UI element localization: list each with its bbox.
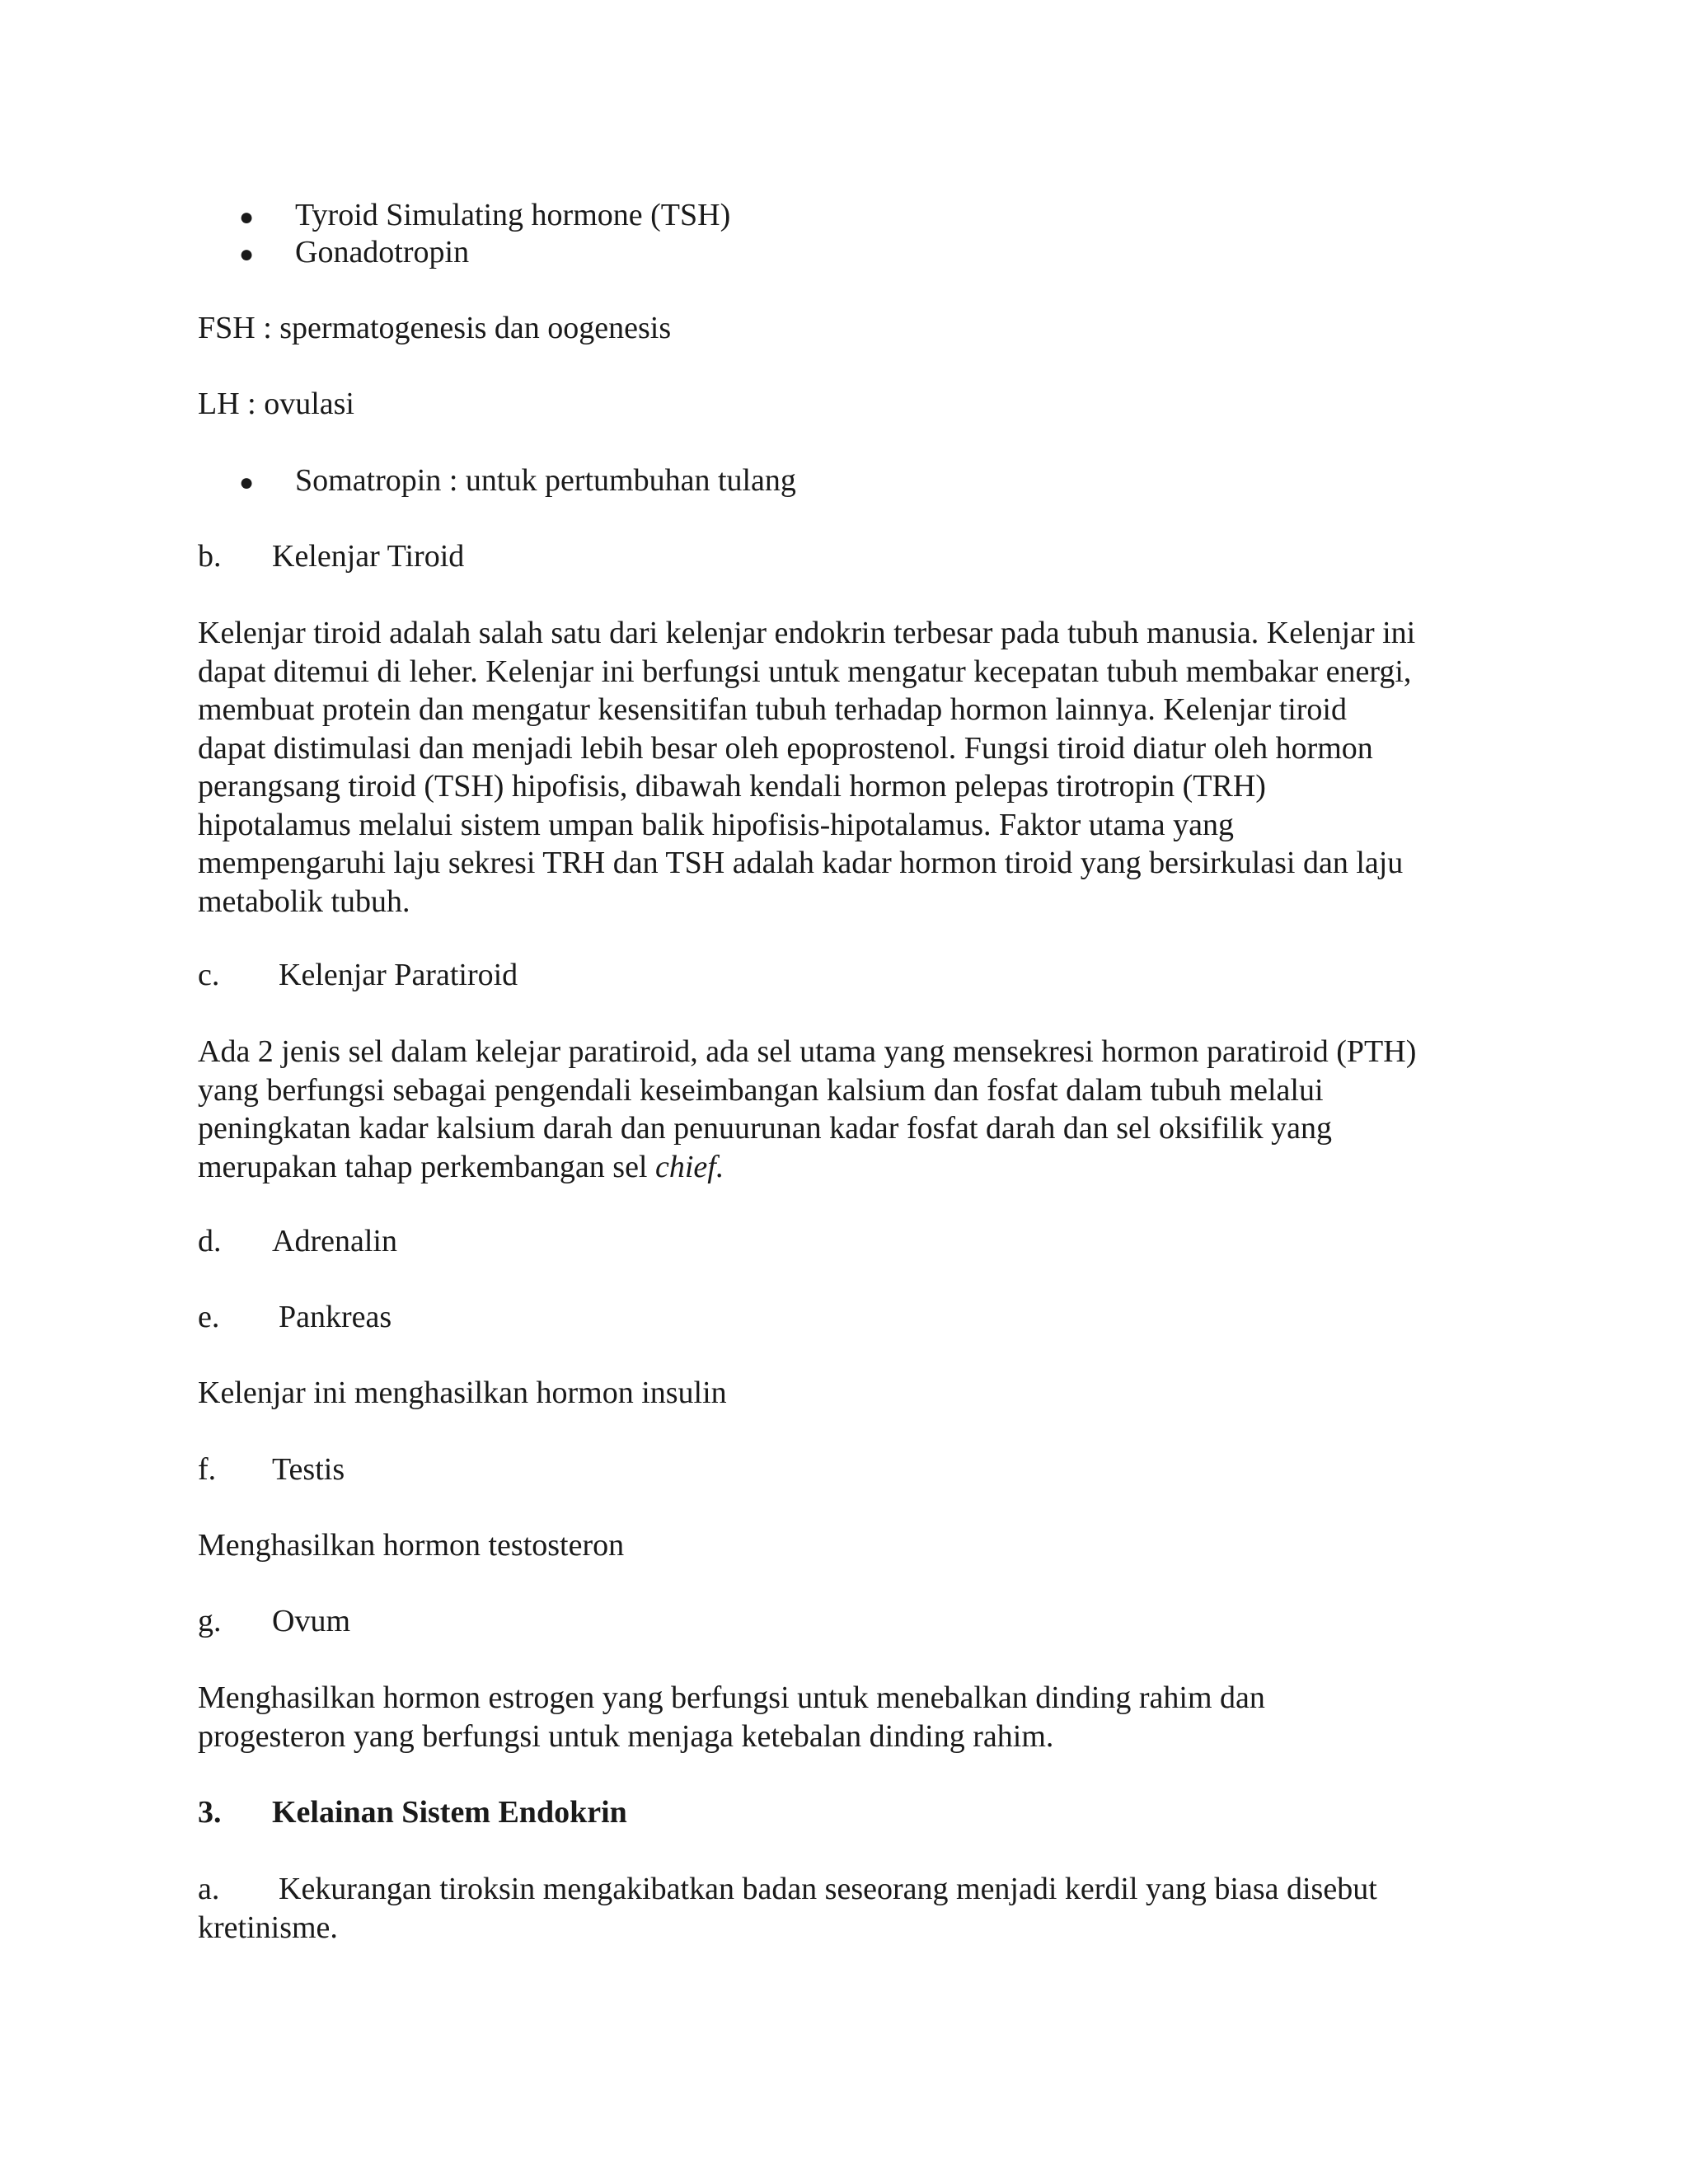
paragraph-line: mempengaruhi laju sekresi TRH dan TSH adalah kadar hormon tiroid yang bersirkulasi dan laju [198, 846, 1404, 880]
list-item [239, 233, 469, 274]
section-letter: g. [198, 1604, 222, 1638]
section-letter: c. [198, 958, 220, 992]
paragraph-line: Menghasilkan hormon estrogen yang berfungsi untuk menebalkan dinding rahim dan [198, 1680, 1265, 1715]
section-title: Ovum [272, 1604, 350, 1638]
section-heading-d [198, 1222, 397, 1260]
paragraph-line: dapat ditemui di leher. Kelenjar ini berfungsi untuk mengatur kecepatan tubuh membakar energi, [198, 654, 1412, 689]
ovum-paragraph [198, 1679, 1484, 1755]
paragraph-line: dapat distimulasi dan menjadi lebih besar oleh epoprostenol. Fungsi tiroid diatur oleh hormon [198, 730, 1373, 766]
paragraph-text: merupakan tahap perkembangan sel [198, 1149, 655, 1184]
paragraph-line: Ada 2 jenis sel dalam kelejar paratiroid, ada sel utama yang mensekresi hormon paratiroid (PTH) [198, 1034, 1417, 1069]
section-title: Adrenalin [272, 1224, 397, 1258]
paragraph-line: Kelenjar tiroid adalah salah satu dari kelenjar endokrin terbesar pada tubuh manusia. Kelenjar ini [198, 616, 1416, 650]
paragraph-line: peningkatan kadar kalsium darah dan penuurunan kadar fosfat darah dan sel oksifilik yang [198, 1111, 1332, 1146]
italic-term: chief. [655, 1149, 724, 1184]
section-title: Kelainan Sistem Endokrin [272, 1795, 627, 1830]
section-title: Kelenjar Paratiroid [279, 958, 518, 992]
paragraph-line [198, 1148, 1484, 1187]
fsh-line: FSH : spermatogenesis dan oogenesis [198, 311, 672, 345]
section-heading-g [198, 1602, 350, 1640]
list-item [239, 462, 796, 502]
list-item [239, 196, 730, 237]
paragraph-line: membuat protein dan mengatur kesensitifan tubuh terhadap hormon lainnya. Kelenjar tiroid [198, 692, 1347, 727]
section-letter: b. [198, 539, 222, 574]
section-heading-e [198, 1298, 392, 1336]
bullet-icon: ● [239, 469, 255, 496]
section-heading-c [198, 956, 518, 994]
bullet-icon: ● [239, 241, 255, 268]
tiroid-paragraph [198, 614, 1484, 921]
section-title: Pankreas [279, 1300, 392, 1334]
list-item-text: Gonadotropin [295, 235, 470, 269]
paragraph-line: yang berfungsi sebagai pengendali keseimbangan kalsium dan fosfat dalam tubuh melalui [198, 1072, 1324, 1108]
paratiroid-paragraph [198, 1033, 1484, 1186]
bullet-icon: ● [239, 204, 255, 231]
section-number: 3. [198, 1795, 222, 1830]
kelainan-a-paragraph [198, 1870, 1484, 1947]
paragraph-line: hipotalamus melalui sistem umpan balik hipofisis-hipotalamus. Faktor utama yang [198, 807, 1234, 842]
list-item-text: Tyroid Simulating hormone (TSH) [295, 198, 731, 232]
section-letter: f. [198, 1452, 217, 1487]
section-title: Testis [272, 1452, 345, 1487]
lh-line: LH : ovulasi [198, 387, 354, 421]
section-title: Kelenjar Tiroid [272, 539, 465, 574]
paragraph-line: metabolik tubuh. [198, 883, 410, 919]
paragraph-text: Kekurangan tiroksin mengakibatkan badan seseorang menjadi kerdil yang biasa disebut [279, 1872, 1377, 1906]
paragraph-line: progesteron yang berfungsi untuk menjaga ketebalan dinding rahim. [198, 1718, 1054, 1754]
paragraph-line: perangsang tiroid (TSH) hipofisis, dibawah kendali hormon pelepas tirotropin (TRH) [198, 769, 1266, 804]
testis-text: Menghasilkan hormon testosteron [198, 1528, 625, 1563]
section-letter: e. [198, 1300, 220, 1334]
section-heading-3 [198, 1793, 627, 1831]
section-letter: d. [198, 1224, 222, 1258]
paragraph-line: kretinisme. [198, 1910, 338, 1945]
paragraph-line [198, 1870, 1484, 1909]
section-heading-f [198, 1451, 345, 1488]
pankreas-text: Kelenjar ini menghasilkan hormon insulin [198, 1376, 727, 1410]
item-letter: a. [198, 1872, 220, 1906]
list-item-text: Somatropin : untuk pertumbuhan tulang [295, 463, 796, 498]
section-heading-b [198, 537, 464, 575]
